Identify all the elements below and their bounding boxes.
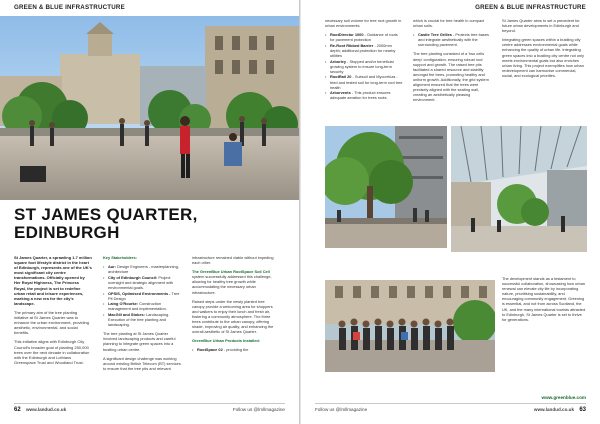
page-number-left: 62: [14, 407, 21, 413]
footer-rule-right: [315, 403, 586, 404]
footer-website-left[interactable]: www.landud.co.uk: [25, 407, 67, 412]
intro-column: [14, 255, 92, 369]
intro-paragraph-3: This initiative aligns with Edinburgh City Council's broader goal of planting 250,000 trees over the next decade in collaboration with the Edinburgh and Lothians Greenspace Trust and Woodland Trust.: [14, 339, 90, 365]
article-title-line2: EDINBURGH: [14, 223, 120, 242]
footer-follow-left: Follow us @lmllmagazine: [232, 407, 285, 412]
photo-glass-atrium: [451, 126, 587, 252]
article-title: [14, 206, 294, 242]
column-greenblue: [192, 255, 276, 357]
column-conclusion: [502, 276, 586, 326]
list-item: • Arborley - Stopped and/or beneficial growing system to ensure long-term security: [325, 59, 403, 74]
column2-paragraph-2: A significant design challenge was working around existing British Telecom (BT) services to ensure that the tree pits and relevant: [103, 355, 181, 371]
column6-paragraph-0: St James Quarter aims to set a precedent for future urban developments in Edinburgh and beyond.: [502, 18, 580, 34]
stakeholders-heading: Key Stakeholders:: [103, 255, 137, 260]
list-item: • Castle Tree Grilles - Protects tree bases and integrate aesthetically with the surrounding pavement.: [413, 32, 493, 47]
hero-photo-plaza: [0, 16, 299, 200]
intro-paragraph-2: The primary aim of the tree planting initiative at St James Quarter was to enhance the urban environment, providing aesthetic, environmental, and social benefits.: [14, 309, 89, 336]
list-item: • RootSpace 02 - providing the: [192, 347, 276, 352]
column7-paragraph: The development stands as a testament to successful collaboration, showcasing how urban renewal can elevate city life by incorporating nature, prioritising sustainability, and encouraging community engagement. Greening is essential, and not from across Scotland, the UK, and the many international tourists attracted to Edinburgh, St James Quarter is set to thrive for generations.: [502, 276, 586, 322]
list-item: • MacGill and Stokes: Landscaping. Execution of the tree planting and landscaping.: [103, 312, 183, 327]
footer-website-right[interactable]: www.landud.co.uk: [533, 407, 575, 412]
footer-follow-right: Follow us @lmllmagazine: [315, 407, 368, 412]
column4-top: necessary soil volume for tree root growth in urban environments.: [325, 18, 402, 29]
column3-paragraph-3: Raised steps under the newly planted tree canopy provide a welcoming area for shoppers and walkers to enjoy their lunch and fresh air, fostering a community atmosphere. The three trees contribute to the urban canopy, offering shade, improving air quality, and enhancing the overall aesthetic of St James Quarter.: [192, 298, 274, 335]
products-list-cont2: [413, 32, 493, 47]
products-list: [192, 347, 276, 352]
column5-paragraph: The tree planting consisted of a 'two cells deep' configuration, ensuring robust root support and growth. The raised tree pits facilitated a shared resource and stability amongst the trees, promoting healthy and uniform growth. Additionally, the grid system alignment ensured that the trees were precisely aligned with the seating wall, creating an aesthetically pleasing environment.: [413, 51, 489, 103]
column-planting: [413, 18, 493, 106]
section-header-right: GREEN & BLUE INFRASTRUCTURE: [475, 4, 586, 11]
footer-rule-left: [14, 403, 285, 404]
column3-paragraph-1: infrastructure remained viable without impeding each other.: [192, 255, 274, 266]
page-number-right: 63: [579, 407, 586, 413]
column2-paragraph-1: The tree planting at St James Quarter involved landscaping products and careful planning to integrate green spaces into a bustling urban centre.: [103, 331, 176, 352]
intro-lead: St James Quarter, a sprawling 1.7 million square foot lifestyle district in the heart of Edinburgh, represents one of the UK's most significant city centre transformations. Officially opened by Her Royal Highness, The Princess Royal, the project is set to redefine urban retail and leisure experiences, marking a new era for the city's landscape.: [14, 255, 92, 306]
column-products-cont: [325, 18, 403, 104]
list-item: • RootRail 20 - Subsoil and Mycorrhiza - tried and tested soil for long-term root tree health: [325, 74, 403, 89]
list-item: • Aur: Design Engineers - masterplanning, architecture: [103, 264, 183, 274]
products-heading: GreenBlue Urban Products Installed:: [192, 338, 261, 344]
list-item: • RootDirector 1000 - Guidance of roots for pavement protection: [325, 32, 403, 42]
section-header-left: GREEN & BLUE INFRASTRUCTURE: [14, 4, 125, 11]
column-summary: [502, 18, 586, 82]
column-stakeholders: [103, 255, 183, 375]
footer-right: [534, 407, 586, 413]
list-item: • Arborvents - This product ensures adequate aeration for trees roots.: [325, 90, 403, 100]
right-page: [301, 0, 600, 424]
products-list-cont: [325, 32, 403, 100]
greenblue-website[interactable]: www.greenblue.com: [541, 395, 586, 400]
column6-paragraph-1: Integrating green spaces within a bustling city centre addresses environmental goals while enhancing the quality of urban life. Integrating green spaces into a bustling city centre not only meets environmental goals but also enriches urban living. This project exemplifies how urban redevelopment can harmonise commercial, social, and ecological priorities.: [502, 37, 584, 78]
list-item: • OPSIS, Optimised Environments - Tree Pit Design: [103, 291, 183, 301]
list-item: • Re-Root Ribbed Barrier - 2000mm depth; additional protection for nearby utilities: [325, 43, 403, 58]
photo-tree-canopy: [325, 126, 447, 248]
photo-group-event: [325, 280, 495, 372]
column5-top: which is crucial for tree health in compact urban soils.: [413, 18, 485, 29]
left-page: [0, 0, 299, 424]
stakeholder-list: [103, 264, 183, 327]
footer-left: [14, 407, 66, 413]
list-item: • City of Edinburgh Council: Project oversight and strategic alignment with environmental goals.: [103, 275, 183, 290]
list-item: • Laing O'Rourke: Construction management and implementation.: [103, 301, 183, 311]
column3-paragraph-2: The GreenBlue Urban RootSpace Soil Cell system successfully addressed this challenge, allowing for healthy tree growth while accommodating the necessary urban infrastructure.: [192, 269, 272, 295]
article-title-line1: ST JAMES QUARTER,: [14, 205, 198, 224]
